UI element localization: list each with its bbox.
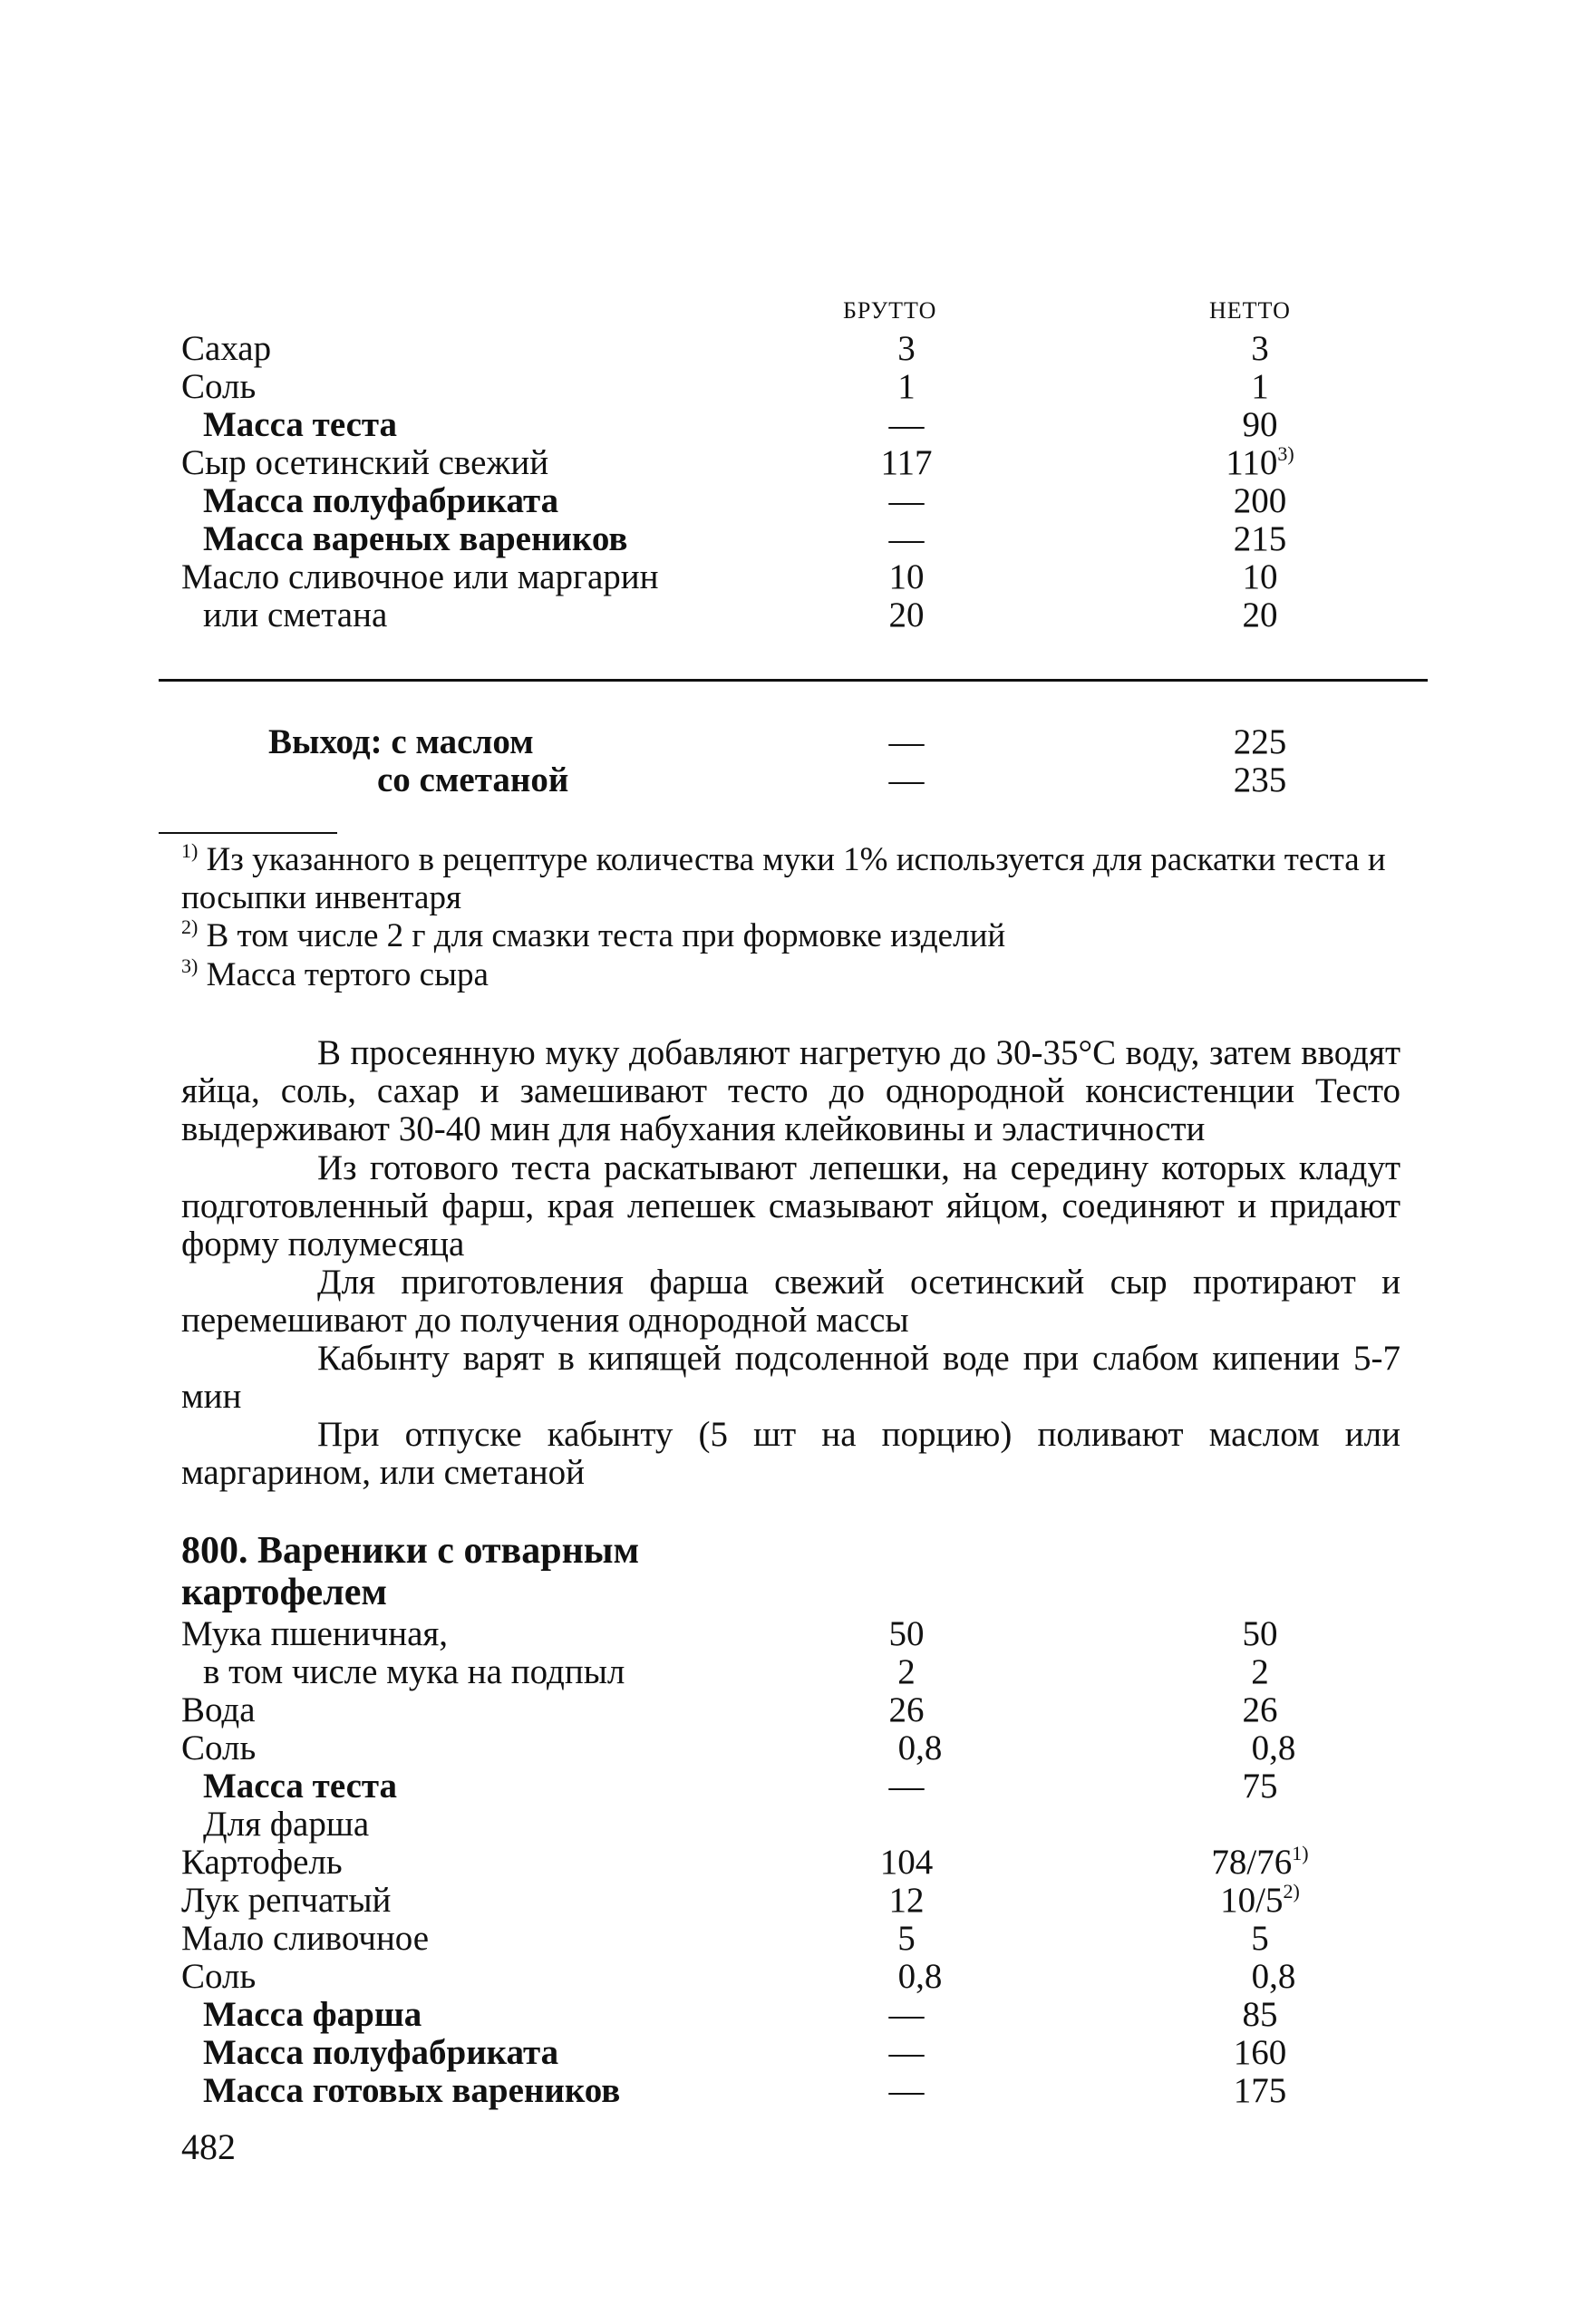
ingredient-name: или сметана [203,596,388,634]
netto-value: 50 [1242,1614,1278,1653]
netto-value: 20 [1242,596,1278,634]
brutto-value: 0,8 [897,1728,943,1767]
brutto-value: 12 [888,1881,925,1920]
footnote-text: Из указанного в рецептуре количества муки 1% используется для раскатки теста и посыпки инвентаря [181,841,1386,916]
table-divider [159,679,1428,682]
output-brutto: — [888,760,925,799]
footnote-mark: 1) [181,839,199,862]
ingredient-name: Соль [181,1957,257,1996]
netto-value: 0,8 [1251,1728,1296,1767]
table-row [0,1844,1570,1882]
table-row [0,1691,1570,1729]
netto-value: 26 [1242,1690,1278,1729]
netto-value: 90 [1242,405,1278,444]
netto-cell [1169,1729,1351,1767]
paragraph [181,1149,1400,1264]
paragraph-text: При отпуске кабынту (5 шт на порцию) поливают маслом или маргарином, или сметаной [181,1415,1400,1492]
netto-value: 1 [1251,367,1269,406]
brutto-value: — [888,481,925,520]
brutto-value: — [888,1995,925,2034]
table-row [0,520,1570,558]
netto-cell [1169,482,1351,520]
paragraph-text: В просеянную муку добавляют нагретую до 30-35°С воду, затем вводят яйца, соль, сахар и замешивают тесто до однородной консистенции Тесто выдерживают 30-40 мин для набухания клейковины и эластичности [181,1033,1400,1148]
table-row [0,558,1570,596]
netto-cell [1169,558,1351,596]
netto-value: 85 [1242,1995,1278,2034]
brutto-value: — [888,405,925,444]
brutto-value: 2 [897,1652,916,1691]
table-row [0,1653,1570,1691]
paragraph [181,1340,1400,1416]
brutto-value: 20 [888,596,925,634]
column-header-brutto: БРУТТО [843,297,937,324]
brutto-value: 104 [879,1843,934,1882]
ingredient-name: Мало сливочное [181,1919,430,1958]
netto-cell [1169,2072,1351,2110]
netto-cell [1169,444,1351,482]
brutto-value: — [888,1767,925,1806]
paragraph [181,1416,1400,1492]
table-row [0,1767,1570,1806]
netto-cell [1169,1958,1351,1996]
netto-value: 78/76 [1211,1843,1293,1882]
ingredient-name: Масса вареных вареников [203,519,628,558]
table-row [0,1615,1570,1653]
table-row [0,1806,1570,1844]
paragraph-text: Для приготовления фарша свежий осетинский сыр протирают и перемешивают до получения однородной массы [181,1263,1400,1340]
footnote-1 [181,841,1414,917]
netto-cell [1169,2034,1351,2072]
table-row [0,2034,1570,2072]
netto-footnote-mark: 3) [1277,442,1294,465]
output-netto: 225 [1233,722,1287,761]
netto-cell [1169,596,1351,634]
netto-value: 10/5 [1220,1881,1284,1920]
output-with-butter-label: Выход: с маслом [268,722,534,761]
table-row [0,482,1570,520]
netto-cell [1169,330,1351,368]
output-row-butter [0,723,1570,761]
section-title: 800. Вареники с отварным картофелем [181,1530,640,1613]
netto-cell [1169,368,1351,406]
footnote-2 [181,917,1414,955]
netto-value: 215 [1233,519,1287,558]
table-row [0,330,1570,368]
ingredient-name: Масса теста [203,1767,398,1806]
ingredient-name: Мука пшеничная, [181,1614,449,1653]
brutto-value: 50 [888,1614,925,1653]
netto-cell [1169,1996,1351,2034]
footnote-3 [181,956,1414,994]
brutto-value: 26 [888,1690,925,1729]
netto-cell [1169,1615,1351,1653]
netto-value: 110 [1226,443,1278,482]
table-row [0,1882,1570,1920]
netto-footnote-mark: 1) [1292,1842,1309,1864]
netto-cell [1169,1882,1351,1920]
footnote-mark: 3) [181,954,199,977]
footnote-text: Масса тертого сыра [206,956,489,993]
netto-cell [1169,406,1351,444]
table-row [0,596,1570,634]
table-row [0,406,1570,444]
ingredient-name: в том числе мука на подпыл [203,1652,625,1691]
ingredient-name: Масса фарша [203,1995,422,2034]
table-row [0,1920,1570,1958]
netto-value: 175 [1233,2071,1287,2110]
column-header-netto: НЕТТО [1209,297,1291,324]
netto-cell [1169,1767,1351,1806]
output-brutto: — [888,722,925,761]
footnote-rule [159,832,337,834]
netto-cell [1169,1691,1351,1729]
footnote-mark: 2) [181,915,199,938]
netto-value: 2 [1251,1652,1269,1691]
table-row [0,1996,1570,2034]
output-with-sourcream-label: со сметаной [377,760,569,799]
netto-value: 75 [1242,1767,1278,1806]
paragraph-text: Кабынту варят в кипящей подсоленной воде при слабом кипении 5-7 мин [181,1339,1400,1416]
netto-footnote-mark: 2) [1283,1880,1300,1903]
ingredient-name: Масса полуфабриката [203,481,559,520]
ingredient-name: Масло сливочное или маргарин [181,557,659,596]
paragraph-text: Из готового теста раскатывают лепешки, на середину которых кладут подготовленный фарш, края лепешек смазывают яйцом, соединяют и придают форму полумесяца [181,1148,1400,1264]
ingredient-name: Масса теста [203,405,398,444]
brutto-value: 10 [888,557,925,596]
ingredient-name: Сыр осетинский свежий [181,443,549,482]
footnote-text: В том числе 2 г для смазки теста при формовке изделий [206,917,1006,954]
netto-value: 160 [1233,2033,1287,2072]
table-row [0,2072,1570,2110]
ingredient-name: Для фарша [203,1805,370,1844]
ingredient-name: Масса готовых вареников [203,2071,621,2110]
output-row-sourcream [0,761,1570,799]
paragraph [181,1034,1400,1148]
table-row [0,368,1570,406]
netto-cell [1169,1653,1351,1691]
output-netto: 235 [1233,760,1287,799]
table-row [0,1958,1570,1996]
ingredient-name: Картофель [181,1843,343,1882]
paragraph [181,1264,1400,1340]
table-row [0,444,1570,482]
ingredient-name: Соль [181,1728,257,1767]
netto-value: 3 [1251,329,1269,368]
ingredient-name: Вода [181,1690,256,1729]
brutto-value: — [888,519,925,558]
ingredient-name: Масса полуфабриката [203,2033,559,2072]
netto-cell [1169,520,1351,558]
brutto-value: 5 [897,1919,916,1958]
netto-value: 10 [1242,557,1278,596]
ingredient-name: Соль [181,367,257,406]
ingredient-name: Сахар [181,329,272,368]
brutto-value: 0,8 [897,1957,943,1996]
netto-cell [1169,1920,1351,1958]
netto-value: 200 [1233,481,1287,520]
netto-cell [1169,1844,1351,1882]
brutto-value: 117 [880,443,933,482]
ingredient-name: Лук репчатый [181,1881,392,1920]
brutto-value: — [888,2071,925,2110]
page-number: 482 [181,2126,236,2167]
netto-value: 5 [1251,1919,1269,1958]
netto-value: 0,8 [1251,1957,1296,1996]
brutto-value: — [888,2033,925,2072]
brutto-value: 3 [897,329,916,368]
table-row [0,1729,1570,1767]
brutto-value: 1 [897,367,916,406]
